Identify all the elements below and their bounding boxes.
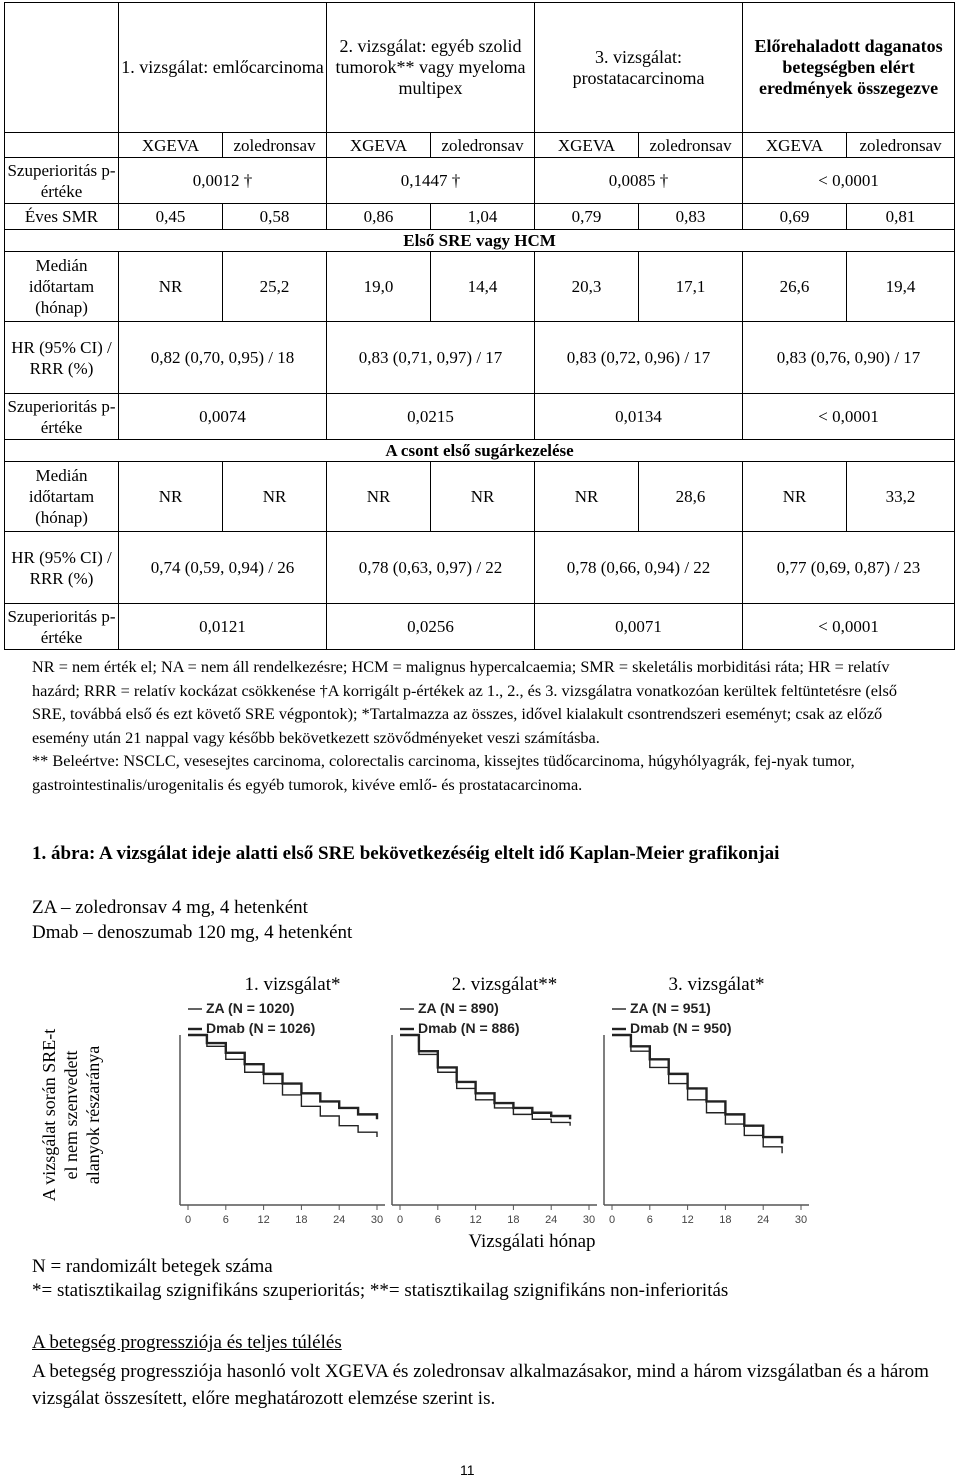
cell: NR bbox=[431, 462, 535, 532]
x-tick-label: 18 bbox=[295, 1214, 308, 1226]
figure-title: 1. ábra: A vizsgálat ideje alatti első SRE bekövetkezéséig eltelt idő Kaplan-Meier grafikonjai bbox=[32, 843, 780, 864]
x-tick-label: 18 bbox=[507, 1214, 520, 1226]
cell: 0,0012 † bbox=[119, 158, 327, 204]
drug-cell: zoledronsav bbox=[847, 133, 955, 158]
cell: 0,83 (0,76, 0,90) / 17 bbox=[743, 322, 955, 394]
cell: 0,83 (0,71, 0,97) / 17 bbox=[327, 322, 535, 394]
x-tick-label: 18 bbox=[719, 1214, 732, 1226]
x-tick-label: 24 bbox=[757, 1214, 770, 1226]
cell: 0,45 bbox=[119, 204, 223, 230]
row-label: Szuperioritás p-értéke bbox=[5, 158, 119, 204]
cell: NR bbox=[743, 462, 847, 532]
cell: 14,4 bbox=[431, 252, 535, 322]
header-combined: Előrehaladott daganatos betegségben elért eredmények összegezve bbox=[743, 3, 955, 133]
table-footnotes bbox=[32, 655, 932, 796]
cell: 1,04 bbox=[431, 204, 535, 230]
drug-row bbox=[5, 133, 955, 158]
drug-cell: zoledronsav bbox=[431, 133, 535, 158]
x-tick-label: 24 bbox=[333, 1214, 346, 1226]
x-tick-label: 0 bbox=[608, 1214, 616, 1226]
cell: 0,58 bbox=[223, 204, 327, 230]
section-heading: A csont első sugárkezelése bbox=[5, 440, 955, 462]
x-tick-label: 30 bbox=[582, 1214, 596, 1226]
cell: 0,0085 † bbox=[535, 158, 743, 204]
x-tick-label: 12 bbox=[257, 1214, 270, 1226]
n-note: N = randomizált betegek száma bbox=[32, 1256, 273, 1277]
x-tick-label: 30 bbox=[794, 1214, 808, 1226]
header-study-2: 2. vizsgálat: egyéb szolid tumorok** vagy myeloma multipex bbox=[327, 3, 535, 133]
table-row bbox=[5, 394, 955, 440]
cell: 0,77 (0,69, 0,87) / 23 bbox=[743, 532, 955, 604]
table-row bbox=[5, 322, 955, 394]
header-study-1: 1. vizsgálat: emlőcarcinoma bbox=[119, 3, 327, 133]
legend-entry: ZA (N = 951) bbox=[630, 1000, 711, 1016]
series-line-za bbox=[188, 1035, 377, 1137]
section-heading-progression: A betegség progressziója és teljes túlélés bbox=[32, 1332, 342, 1353]
row-label: Medián időtartam (hónap) bbox=[5, 252, 119, 322]
figure-legend bbox=[32, 895, 352, 945]
series-line-dmab bbox=[400, 1035, 570, 1119]
table-row bbox=[5, 604, 955, 650]
progression-paragraph: A betegség progressziója hasonló volt XGEVA és zoledronsav alkalmazásakor, mind a három vizsgálatban és a három vizsgálat összesített, előre meghatározott elemzése szerint is. bbox=[32, 1361, 929, 1409]
table-row bbox=[5, 204, 955, 230]
x-axis-label: Vizsgálati hónap bbox=[468, 1231, 596, 1252]
cell: 0,78 (0,66, 0,94) / 22 bbox=[535, 532, 743, 604]
y-axis-label: el nem szenvedett bbox=[61, 1050, 81, 1180]
row-label: HR (95% CI) / RRR (%) bbox=[5, 322, 119, 394]
y-axis-label: A vizsgálat során SRE-t bbox=[39, 1028, 59, 1202]
drug-cell: zoledronsav bbox=[639, 133, 743, 158]
x-tick-label: 6 bbox=[646, 1214, 653, 1226]
x-tick-label: 6 bbox=[434, 1214, 441, 1226]
row-label: Éves SMR bbox=[5, 204, 119, 230]
cell: 28,6 bbox=[639, 462, 743, 532]
panel-title: 3. vizsgálat* bbox=[668, 974, 765, 995]
x-tick-label: 0 bbox=[396, 1214, 404, 1226]
significance-note: *= statisztikailag szignifikáns szuperioritás; **= statisztikailag szignifikáns non-inferioritás bbox=[32, 1280, 729, 1301]
cell: 0,78 (0,63, 0,97) / 22 bbox=[327, 532, 535, 604]
cell: < 0,0001 bbox=[743, 158, 955, 204]
results-table bbox=[4, 2, 955, 650]
cell: 0,0256 bbox=[327, 604, 535, 650]
cell: NR bbox=[223, 462, 327, 532]
page-number: 11 bbox=[460, 1462, 475, 1478]
legend-entry: ZA (N = 890) bbox=[418, 1000, 499, 1016]
cell: 0,74 (0,59, 0,94) / 26 bbox=[119, 532, 327, 604]
table-corner bbox=[5, 3, 119, 133]
x-tick-label: 0 bbox=[184, 1214, 192, 1226]
x-tick-label: 30 bbox=[370, 1214, 384, 1226]
cell: 25,2 bbox=[223, 252, 327, 322]
panel-title: 1. vizsgálat* bbox=[244, 974, 341, 995]
panel-title: 2. vizsgálat** bbox=[451, 974, 558, 995]
row-label: Szuperioritás p-értéke bbox=[5, 394, 119, 440]
table-row bbox=[5, 252, 955, 322]
header-study-3: 3. vizsgálat: prostatacarcinoma bbox=[535, 3, 743, 133]
legend-entry: Dmab (N = 886) bbox=[418, 1020, 520, 1036]
drug-cell: XGEVA bbox=[743, 133, 847, 158]
cell: 0,1447 † bbox=[327, 158, 535, 204]
cell: 0,86 bbox=[327, 204, 431, 230]
cell: 0,0071 bbox=[535, 604, 743, 650]
cell: 0,81 bbox=[847, 204, 955, 230]
y-axis-label: alanyok részaránya bbox=[83, 1045, 103, 1185]
kaplan-meier-chart bbox=[0, 965, 960, 1255]
section-heading: Első SRE vagy HCM bbox=[5, 230, 955, 252]
cell: < 0,0001 bbox=[743, 604, 955, 650]
row-label: HR (95% CI) / RRR (%) bbox=[5, 532, 119, 604]
cell: NR bbox=[119, 462, 223, 532]
x-tick-label: 6 bbox=[222, 1214, 229, 1226]
x-tick-label: 12 bbox=[469, 1214, 482, 1226]
x-tick-label: 24 bbox=[545, 1214, 558, 1226]
legend-za: ZA – zoledronsav 4 mg, 4 hetenként bbox=[32, 897, 308, 918]
cell: 0,83 (0,72, 0,96) / 17 bbox=[535, 322, 743, 394]
drug-cell: XGEVA bbox=[119, 133, 223, 158]
cell: 0,69 bbox=[743, 204, 847, 230]
table-row bbox=[5, 462, 955, 532]
x-tick-label: 12 bbox=[681, 1214, 694, 1226]
cell: 17,1 bbox=[639, 252, 743, 322]
series-line-dmab bbox=[188, 1035, 377, 1119]
series-line-za bbox=[612, 1035, 782, 1153]
cell: NR bbox=[327, 462, 431, 532]
figure-notes bbox=[32, 1255, 932, 1303]
cell: 19,0 bbox=[327, 252, 431, 322]
cell: 0,0134 bbox=[535, 394, 743, 440]
legend-entry: Dmab (N = 950) bbox=[630, 1020, 732, 1036]
footnote-tumors: ** Beleértve: NSCLC, vesesejtes carcinoma, colorectalis carcinoma, kissejtes tüdőcarcinoma, húgyhólyagrák, fej-nyak tumor, gastrointestinalis/urogenitalis és egyéb tumorok, kivéve emlő- és prostatacarcinoma. bbox=[32, 751, 855, 794]
legend-entry: ZA (N = 1020) bbox=[206, 1000, 295, 1016]
legend-entry: Dmab (N = 1026) bbox=[206, 1020, 316, 1036]
cell: 19,4 bbox=[847, 252, 955, 322]
table-row bbox=[5, 532, 955, 604]
legend-dmab: Dmab – denoszumab 120 mg, 4 hetenként bbox=[32, 922, 353, 943]
cell: 0,82 (0,70, 0,95) / 18 bbox=[119, 322, 327, 394]
cell: < 0,0001 bbox=[743, 394, 955, 440]
row-label: Medián időtartam (hónap) bbox=[5, 462, 119, 532]
drug-cell: XGEVA bbox=[327, 133, 431, 158]
drug-cell: zoledronsav bbox=[223, 133, 327, 158]
drug-cell: XGEVA bbox=[535, 133, 639, 158]
cell: 0,0215 bbox=[327, 394, 535, 440]
cell: 0,83 bbox=[639, 204, 743, 230]
cell: 33,2 bbox=[847, 462, 955, 532]
cell: 0,0121 bbox=[119, 604, 327, 650]
cell: NR bbox=[119, 252, 223, 322]
cell: 0,0074 bbox=[119, 394, 327, 440]
footnote-abbreviations: NR = nem érték el; NA = nem áll rendelkezésre; HCM = malignus hypercalcaemia; SMR = skeletális morbiditási ráta; HR = relatív hazárd; RRR = relatív kockázat csökkenése †A korrigált p-értékek az 1., 2., és 3. vizsgálatra vonatkozóan kerültek feltüntetésre (első SRE, továbbá első és ezt követő SRE végpontok); *Tartalmazza az összes, idővel kialakult csontrendszeri eseményt; csak az előző esemény után 21 nappal vagy később bekövetkezett szövődményeket veszi számításba. bbox=[32, 657, 897, 747]
cell: 0,79 bbox=[535, 204, 639, 230]
table-row bbox=[5, 158, 955, 204]
row-label: Szuperioritás p-értéke bbox=[5, 604, 119, 650]
cell: 20,3 bbox=[535, 252, 639, 322]
cell: NR bbox=[535, 462, 639, 532]
cell: 26,6 bbox=[743, 252, 847, 322]
